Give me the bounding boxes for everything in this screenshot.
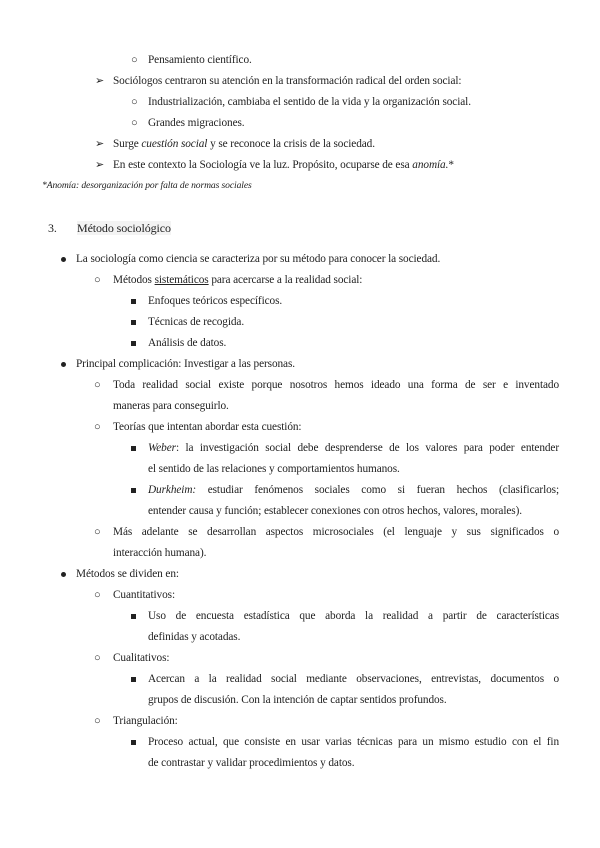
list-item: Principal complicación: Investigar a las personas. <box>76 358 295 370</box>
square-bullet-icon <box>131 735 136 749</box>
list-item-line: de contrastar y validar procedimientos y datos. <box>148 757 355 769</box>
section-number: 3. <box>48 221 57 235</box>
list-item: La sociología como ciencia se caracteriza por su método para conocer la sociedad. <box>76 253 441 265</box>
list-item-line: Acercan a la realidad social mediante observaciones, entrevistas, documentos o <box>148 673 559 685</box>
list-item-line: Uso de encuesta estadística que aborda la realidad a partir de características <box>148 610 559 622</box>
italic-term: anomía. <box>412 159 449 171</box>
circle-bullet-icon: ○ <box>94 379 101 391</box>
bullet-icon <box>61 567 66 581</box>
author-name: Durkheim: <box>148 484 197 496</box>
italic-term: cuestión social <box>141 138 208 150</box>
list-item-line <box>148 483 559 497</box>
list-item-line: Toda realidad social existe porque nosotros hemos ideado una forma de ser e inventado <box>113 379 559 391</box>
circle-bullet-icon: ○ <box>94 526 101 538</box>
list-item-line: Más adelante se desarrollan aspectos microsociales (el lenguaje y sus significados o <box>113 526 559 538</box>
text-span: En este contexto la Sociología ve la luz. Propósito, ocuparse de esa <box>113 159 413 171</box>
square-bullet-icon <box>131 336 136 350</box>
arrow-bullet-icon: ➢ <box>95 138 105 150</box>
list-item-line: entender causa y función; establecer conexiones con otros hechos, valores, morales). <box>148 505 522 517</box>
list-item <box>113 273 362 287</box>
square-bullet-icon <box>131 294 136 308</box>
list-item: Análisis de datos. <box>148 337 227 349</box>
list-item-line: grupos de discusión. Con la intención de captar sentidos profundos. <box>148 694 447 706</box>
list-item: Triangulación: <box>113 715 178 727</box>
list-item: Enfoques teóricos específicos. <box>148 295 283 307</box>
arrow-bullet-icon: ➢ <box>95 159 105 171</box>
list-item-line: definidas y acotadas. <box>148 631 241 643</box>
circle-bullet-icon: ○ <box>94 274 101 286</box>
text-span: Métodos <box>113 274 155 286</box>
circle-bullet-icon: ○ <box>94 715 101 727</box>
footnote: *Anomía: desorganización por falta de normas sociales <box>42 180 252 191</box>
text-span: : la investigación social debe desprenderse de los valores para poder entender <box>175 442 559 454</box>
list-item: Teorías que intentan abordar esta cuestión: <box>113 421 302 433</box>
bullet-icon <box>61 357 66 371</box>
list-item-line <box>148 441 559 455</box>
circle-bullet-icon: ○ <box>94 589 101 601</box>
list-item: Pensamiento científico. <box>148 54 252 66</box>
arrow-bullet-icon: ➢ <box>95 75 105 87</box>
circle-bullet-icon: ○ <box>94 652 101 664</box>
list-item <box>113 158 454 172</box>
square-bullet-icon <box>131 609 136 623</box>
square-bullet-icon <box>131 315 136 329</box>
list-item: Cualitativos: <box>113 652 170 664</box>
circle-bullet-icon: ○ <box>131 117 138 129</box>
list-item-line: Proceso actual, que consiste en usar varias técnicas para un mismo estudio con el fin <box>148 736 559 748</box>
text-span: estudiar fenómenos sociales como si fueran hechos (clasificarlos; <box>196 484 559 496</box>
list-item: Grandes migraciones. <box>148 117 245 129</box>
list-item: Industrialización, cambiaba el sentido de la vida y la organización social. <box>148 96 471 108</box>
underlined-term: sistemáticos <box>154 274 209 286</box>
circle-bullet-icon: ○ <box>94 421 101 433</box>
list-item <box>113 137 375 151</box>
author-name: Weber <box>148 442 176 454</box>
list-item: Métodos se dividen en: <box>76 568 179 580</box>
list-item: Técnicas de recogida. <box>148 316 245 328</box>
list-item: Sociólogos centraron su atención en la transformación radical del orden social: <box>113 75 462 87</box>
section-title: Método sociológico <box>77 221 171 235</box>
bullet-icon <box>61 252 66 266</box>
circle-bullet-icon: ○ <box>131 54 138 66</box>
list-item-line: interacción humana). <box>113 547 207 559</box>
list-item-line: maneras para conseguirlo. <box>113 400 229 412</box>
square-bullet-icon <box>131 441 136 455</box>
text-span: Surge <box>113 138 142 150</box>
list-item: Cuantitativos: <box>113 589 175 601</box>
footnote-marker: * <box>448 159 454 171</box>
text-span: y se reconoce la crisis de la sociedad. <box>207 138 375 150</box>
text-span: para acercarse a la realidad social: <box>208 274 363 286</box>
square-bullet-icon <box>131 672 136 686</box>
list-item-line: el sentido de las relaciones y comportamientos humanos. <box>148 463 400 475</box>
square-bullet-icon <box>131 483 136 497</box>
circle-bullet-icon: ○ <box>131 96 138 108</box>
